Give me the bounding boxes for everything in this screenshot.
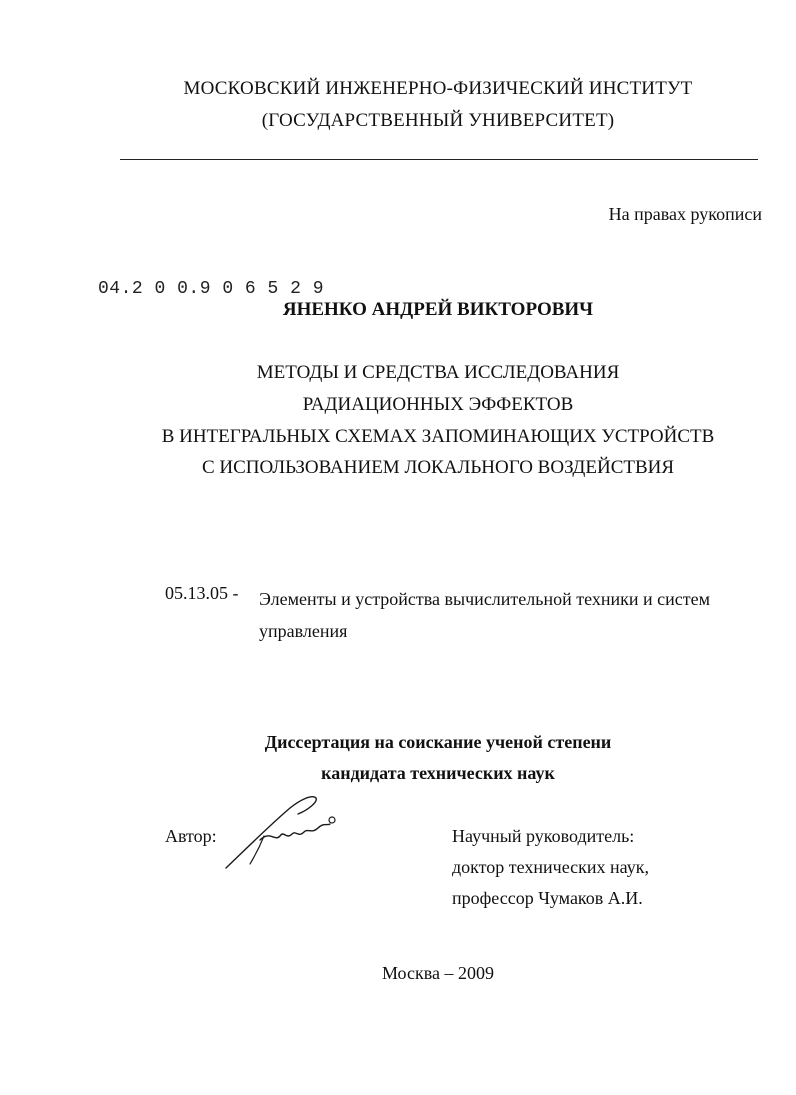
author-name: ЯНЕНКО АНДРЕЙ ВИКТОРОВИЧ — [282, 299, 594, 320]
specialty-code: 05.13.05 - — [165, 583, 239, 603]
author-signature — [220, 790, 350, 875]
thesis-title-line-2: РАДИАЦИОННЫХ ЭФФЕКТОВ — [302, 394, 574, 415]
supervisor-degree: доктор технических наук, — [452, 857, 649, 877]
institute-status: (ГОСУДАРСТВЕННЫЙ УНИВЕРСИТЕТ) — [261, 110, 615, 131]
supervisor-name: профессор Чумаков А.И. — [452, 888, 643, 908]
dissertation-degree-line-1: Диссертация на соискание ученой степени — [264, 732, 612, 752]
specialty-name: Элементы и устройства вычислительной техники и систем управления — [259, 589, 710, 641]
thesis-title-line-1: МЕТОДЫ И СРЕДСТВА ИССЛЕДОВАНИЯ — [256, 362, 620, 383]
header-divider — [120, 159, 758, 160]
manuscript-note: На правах рукописи — [608, 204, 762, 224]
supervisor-label: Научный руководитель: — [452, 826, 635, 846]
institute-name: МОСКОВСКИЙ ИНЖЕНЕРНО-ФИЗИЧЕСКИЙ ИНСТИТУТ — [183, 78, 693, 99]
city-year: Москва – 2009 — [382, 963, 494, 983]
registration-stamp: 04.2 0 0.9 0 6 5 2 9 — [98, 279, 325, 299]
thesis-title-line-3: В ИНТЕГРАЛЬНЫХ СХЕМАХ ЗАПОМИНАЮЩИХ УСТРОЙСТВ — [161, 426, 715, 447]
author-label: Автор: — [165, 826, 217, 846]
thesis-title-line-4: С ИСПОЛЬЗОВАНИЕМ ЛОКАЛЬНОГО ВОЗДЕЙСТВИЯ — [201, 457, 675, 478]
dissertation-degree-line-2: кандидата технических наук — [321, 763, 555, 783]
